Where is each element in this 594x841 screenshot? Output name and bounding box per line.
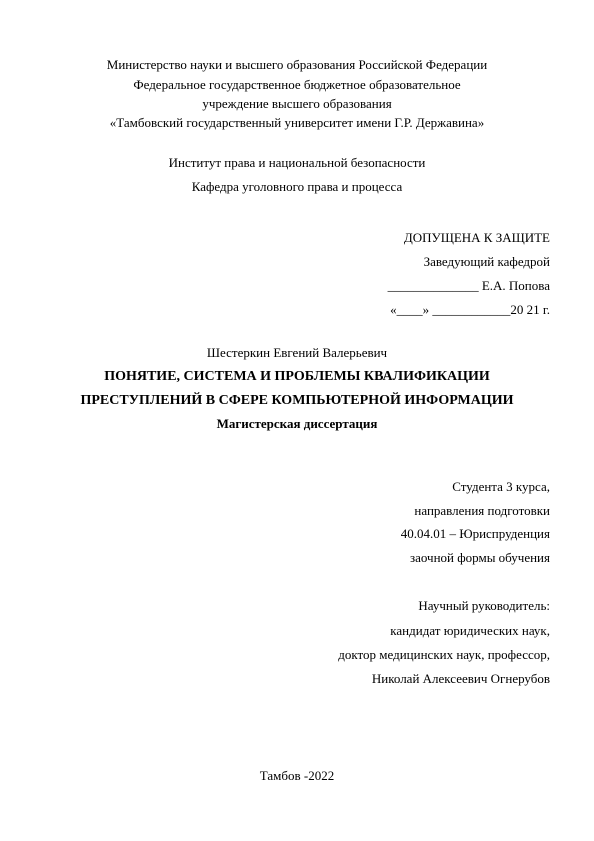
supervisor-name: Николай Алексеевич Огнерубов [371,671,550,686]
thesis-title-line2: ПРЕСТУПЛЕНИЙ В СФЕРЕ КОМПЬЮТЕРНОЙ ИНФОРМАЦИИ [80,393,514,408]
supervisor-degree1: кандидат юридических наук, [390,623,550,638]
student-course: Студента 3 курса, [452,479,550,494]
approval-date-line: «____» ____________20 21 г. [390,302,550,317]
approval-signature-line: ______________ Е.А. Попова [387,278,550,293]
institute-name: Институт права и национальной безопасности [168,155,426,170]
author-name: Шестеркин Евгений Валерьевич [206,345,388,360]
supervisor-label: Научный руководитель: [418,598,550,613]
institution-name-line1: Федеральное государственное бюджетное образовательное [133,77,461,92]
student-study-form: заочной формы обучения [409,550,550,565]
work-type: Магистерская диссертация [216,416,378,431]
ministry-name: Министерство науки и высшего образования Российской Федерации [106,57,488,72]
city-year: Тамбов -2022 [259,768,335,783]
department-name: Кафедра уголовного права и процесса [191,179,403,194]
institution-name-line2: учреждение высшего образования [202,96,392,111]
approval-status: ДОПУЩЕНА К ЗАЩИТЕ [403,230,550,245]
approval-role: Заведующий кафедрой [423,254,550,269]
university-name: «Тамбовский государственный университет имени Г.Р. Державина» [109,115,485,130]
supervisor-degree2: доктор медицинских наук, профессор, [338,647,550,662]
thesis-title-line1: ПОНЯТИЕ, СИСТЕМА И ПРОБЛЕМЫ КВАЛИФИКАЦИИ [104,369,490,384]
student-direction-label: направления подготовки [414,503,550,518]
student-direction-code: 40.04.01 – Юриспруденция [400,526,550,541]
